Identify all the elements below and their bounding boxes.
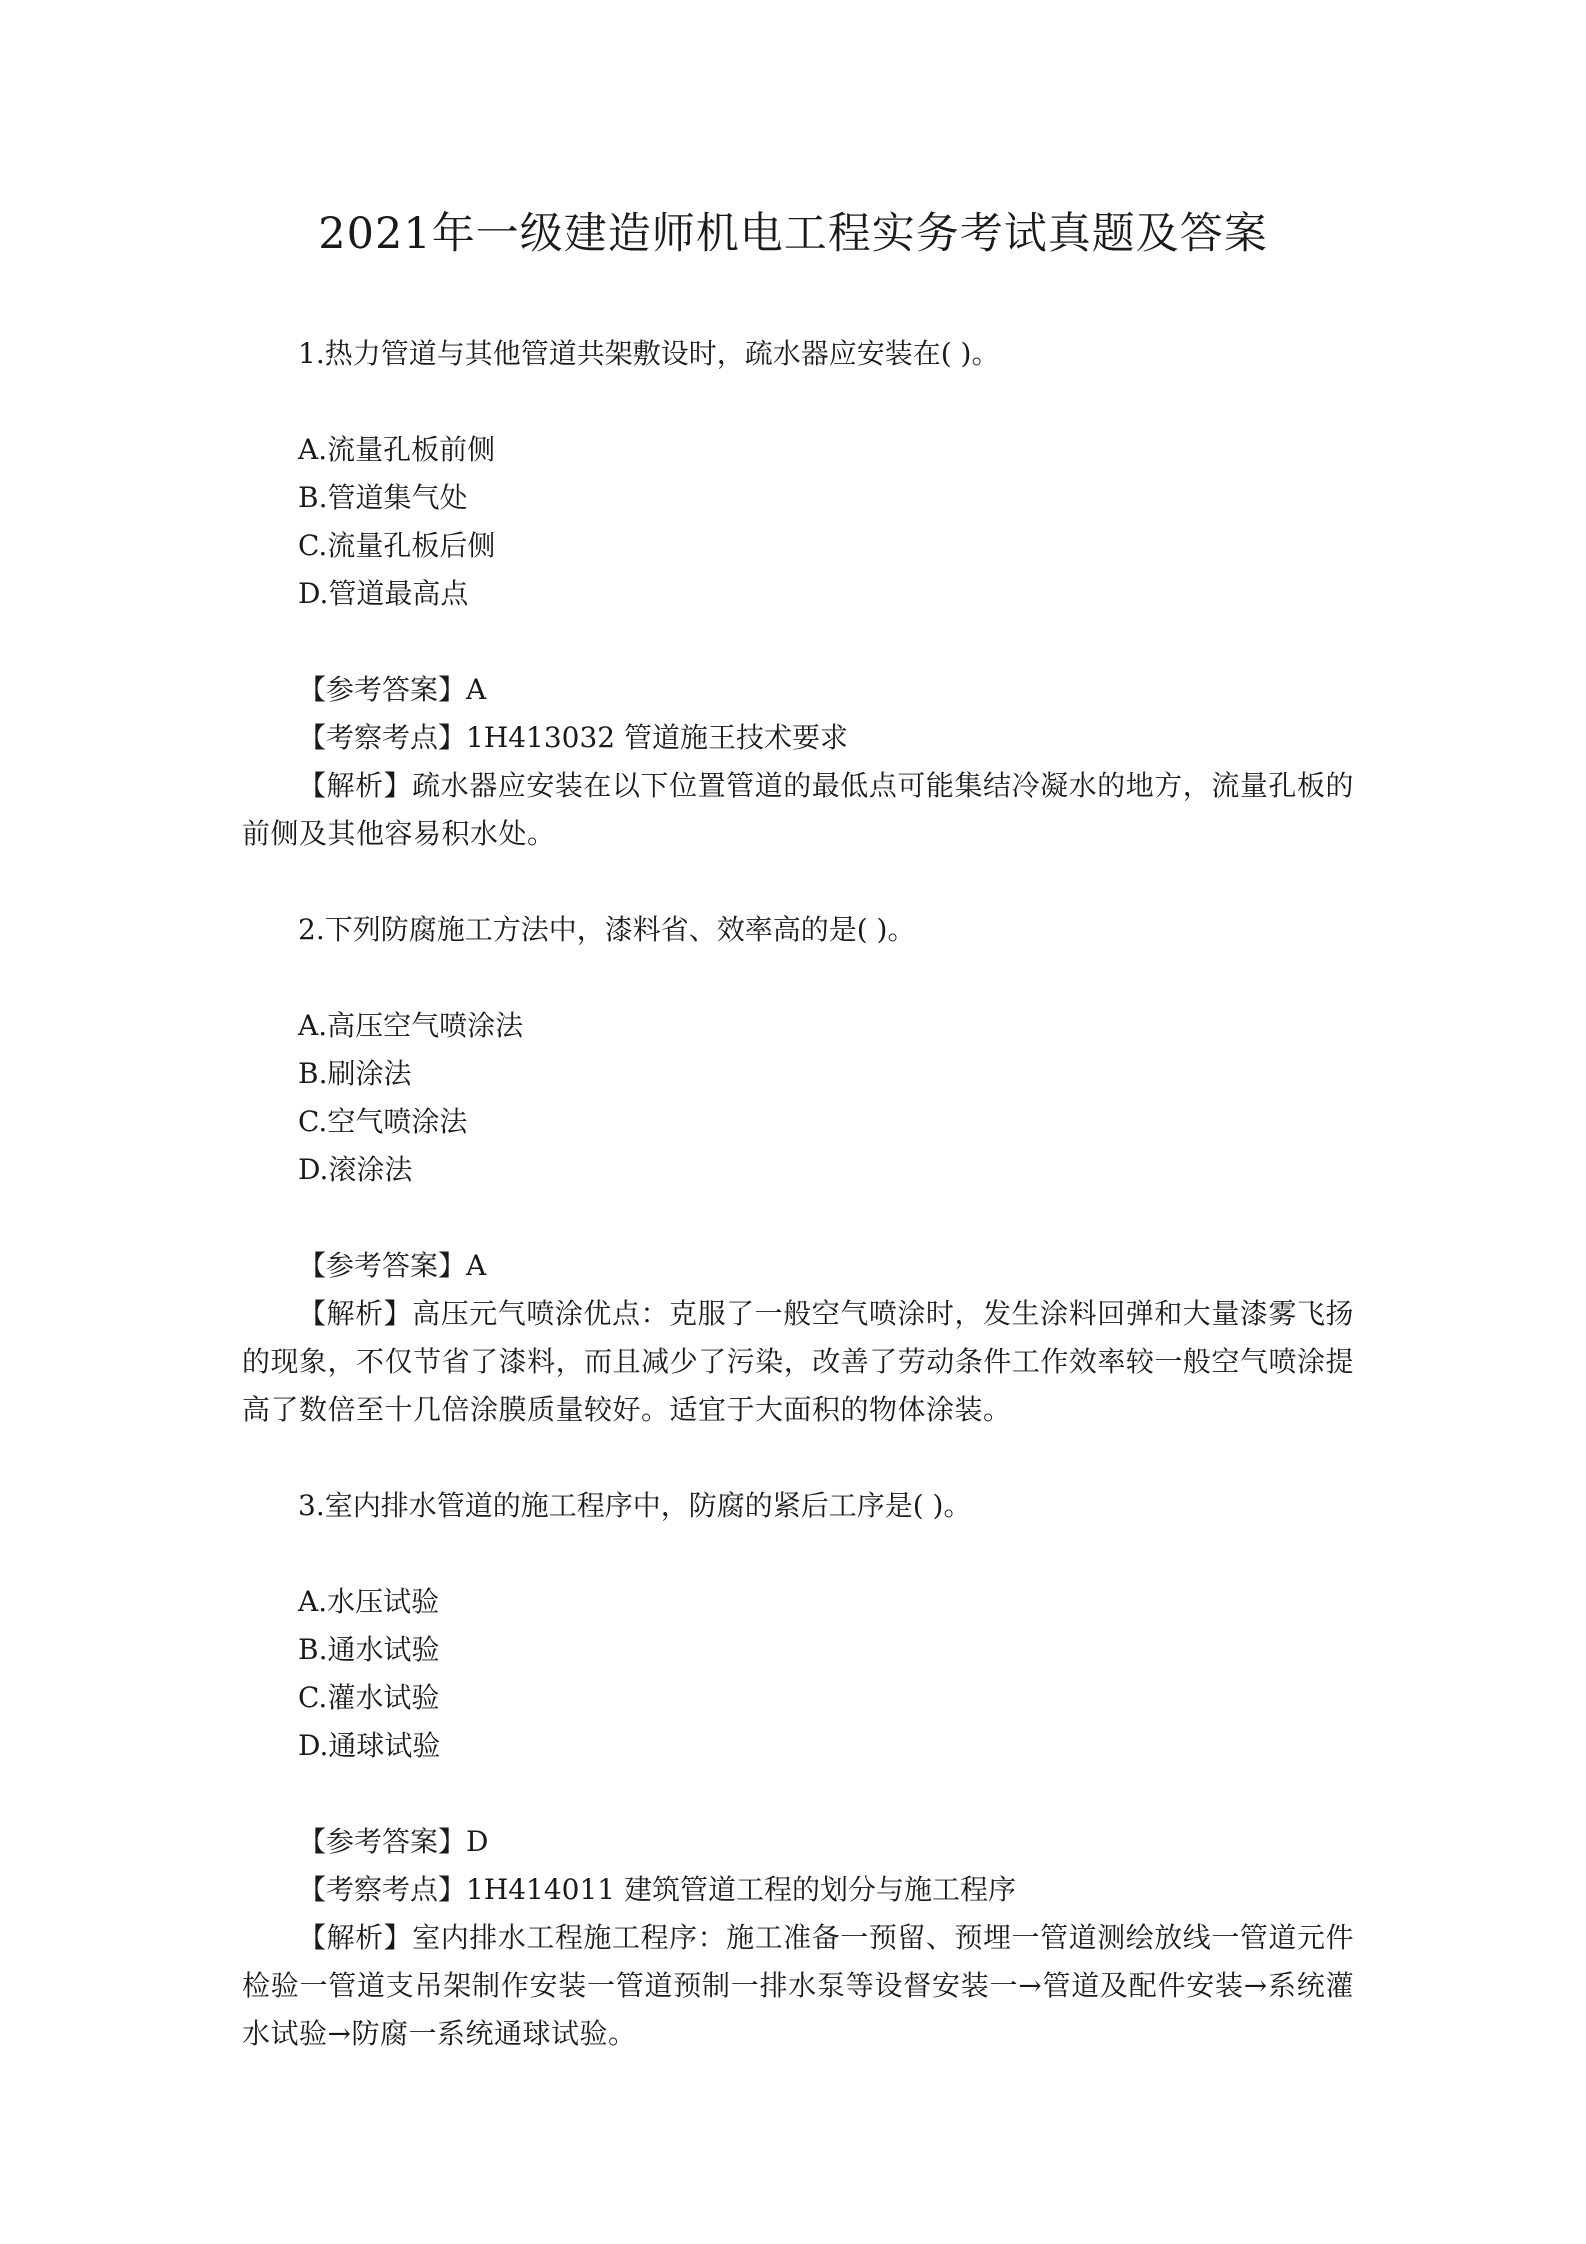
option-c: C.空气喷涂法 [298,1105,468,1138]
document-body [242,330,1354,2058]
option-b: B.刷涂法 [298,1057,412,1090]
option-d: D.管道最高点 [298,577,469,610]
option-c: C.灌水试验 [298,1681,440,1714]
question-stem: 3.室内排水管道的施工程序中，防腐的紧后工序是( )。 [298,1489,972,1522]
question-3 [242,1482,1354,2058]
reference-answer: 【参考答案】D [298,1825,489,1858]
option-a: A.水压试验 [298,1585,440,1618]
question-2 [242,906,1354,1434]
option-b: B.管道集气处 [298,481,468,514]
analysis: 【解析】高压元气喷涂优点：克服了一般空气喷涂时，发生涂料回弹和大量漆雾飞扬的现象，不仅节省了漆料，而且减少了污染，改善了劳动条件工作效率较一般空气喷涂提高了数倍至十几倍涂膜质量较好。适宜于大面积的物体涂装。 [242,1297,1354,1426]
question-1 [242,330,1354,858]
reference-answer: 【参考答案】A [298,673,487,706]
option-b: B.通水试验 [298,1633,440,1666]
document-title: 2021年一级建造师机电工程实务考试真题及答案 [318,209,1268,259]
exam-point: 【考察考点】1H413032 管道施王技术要求 [298,721,849,754]
option-a: A.高压空气喷涂法 [298,1009,524,1042]
question-stem: 2.下列防腐施工方法中，漆料省、效率高的是( )。 [298,913,916,946]
reference-answer: 【参考答案】A [298,1249,487,1282]
option-d: D.通球试验 [298,1729,441,1762]
option-a: A.流量孔板前侧 [298,433,496,466]
analysis: 【解析】室内排水工程施工程序：施工准备一预留、预埋一管道测绘放线一管道元件检验一管道支吊架制作安装一管道预制一排水泵等设督安装一→管道及配件安装→系统灌水试验→防腐一系统通球试验。 [242,1921,1354,2050]
option-c: C.流量孔板后侧 [298,529,496,562]
option-d: D.滚涂法 [298,1153,413,1186]
question-stem: 1.热力管道与其他管道共架敷设时，疏水器应安装在( )。 [298,337,1000,370]
exam-point: 【考察考点】1H414011 建筑管道工程的划分与施工程序 [298,1873,1017,1906]
analysis: 【解析】疏水器应安装在以下位置管道的最低点可能集结冷凝水的地方，流量孔板的前侧及其他容易积水处。 [242,769,1354,850]
